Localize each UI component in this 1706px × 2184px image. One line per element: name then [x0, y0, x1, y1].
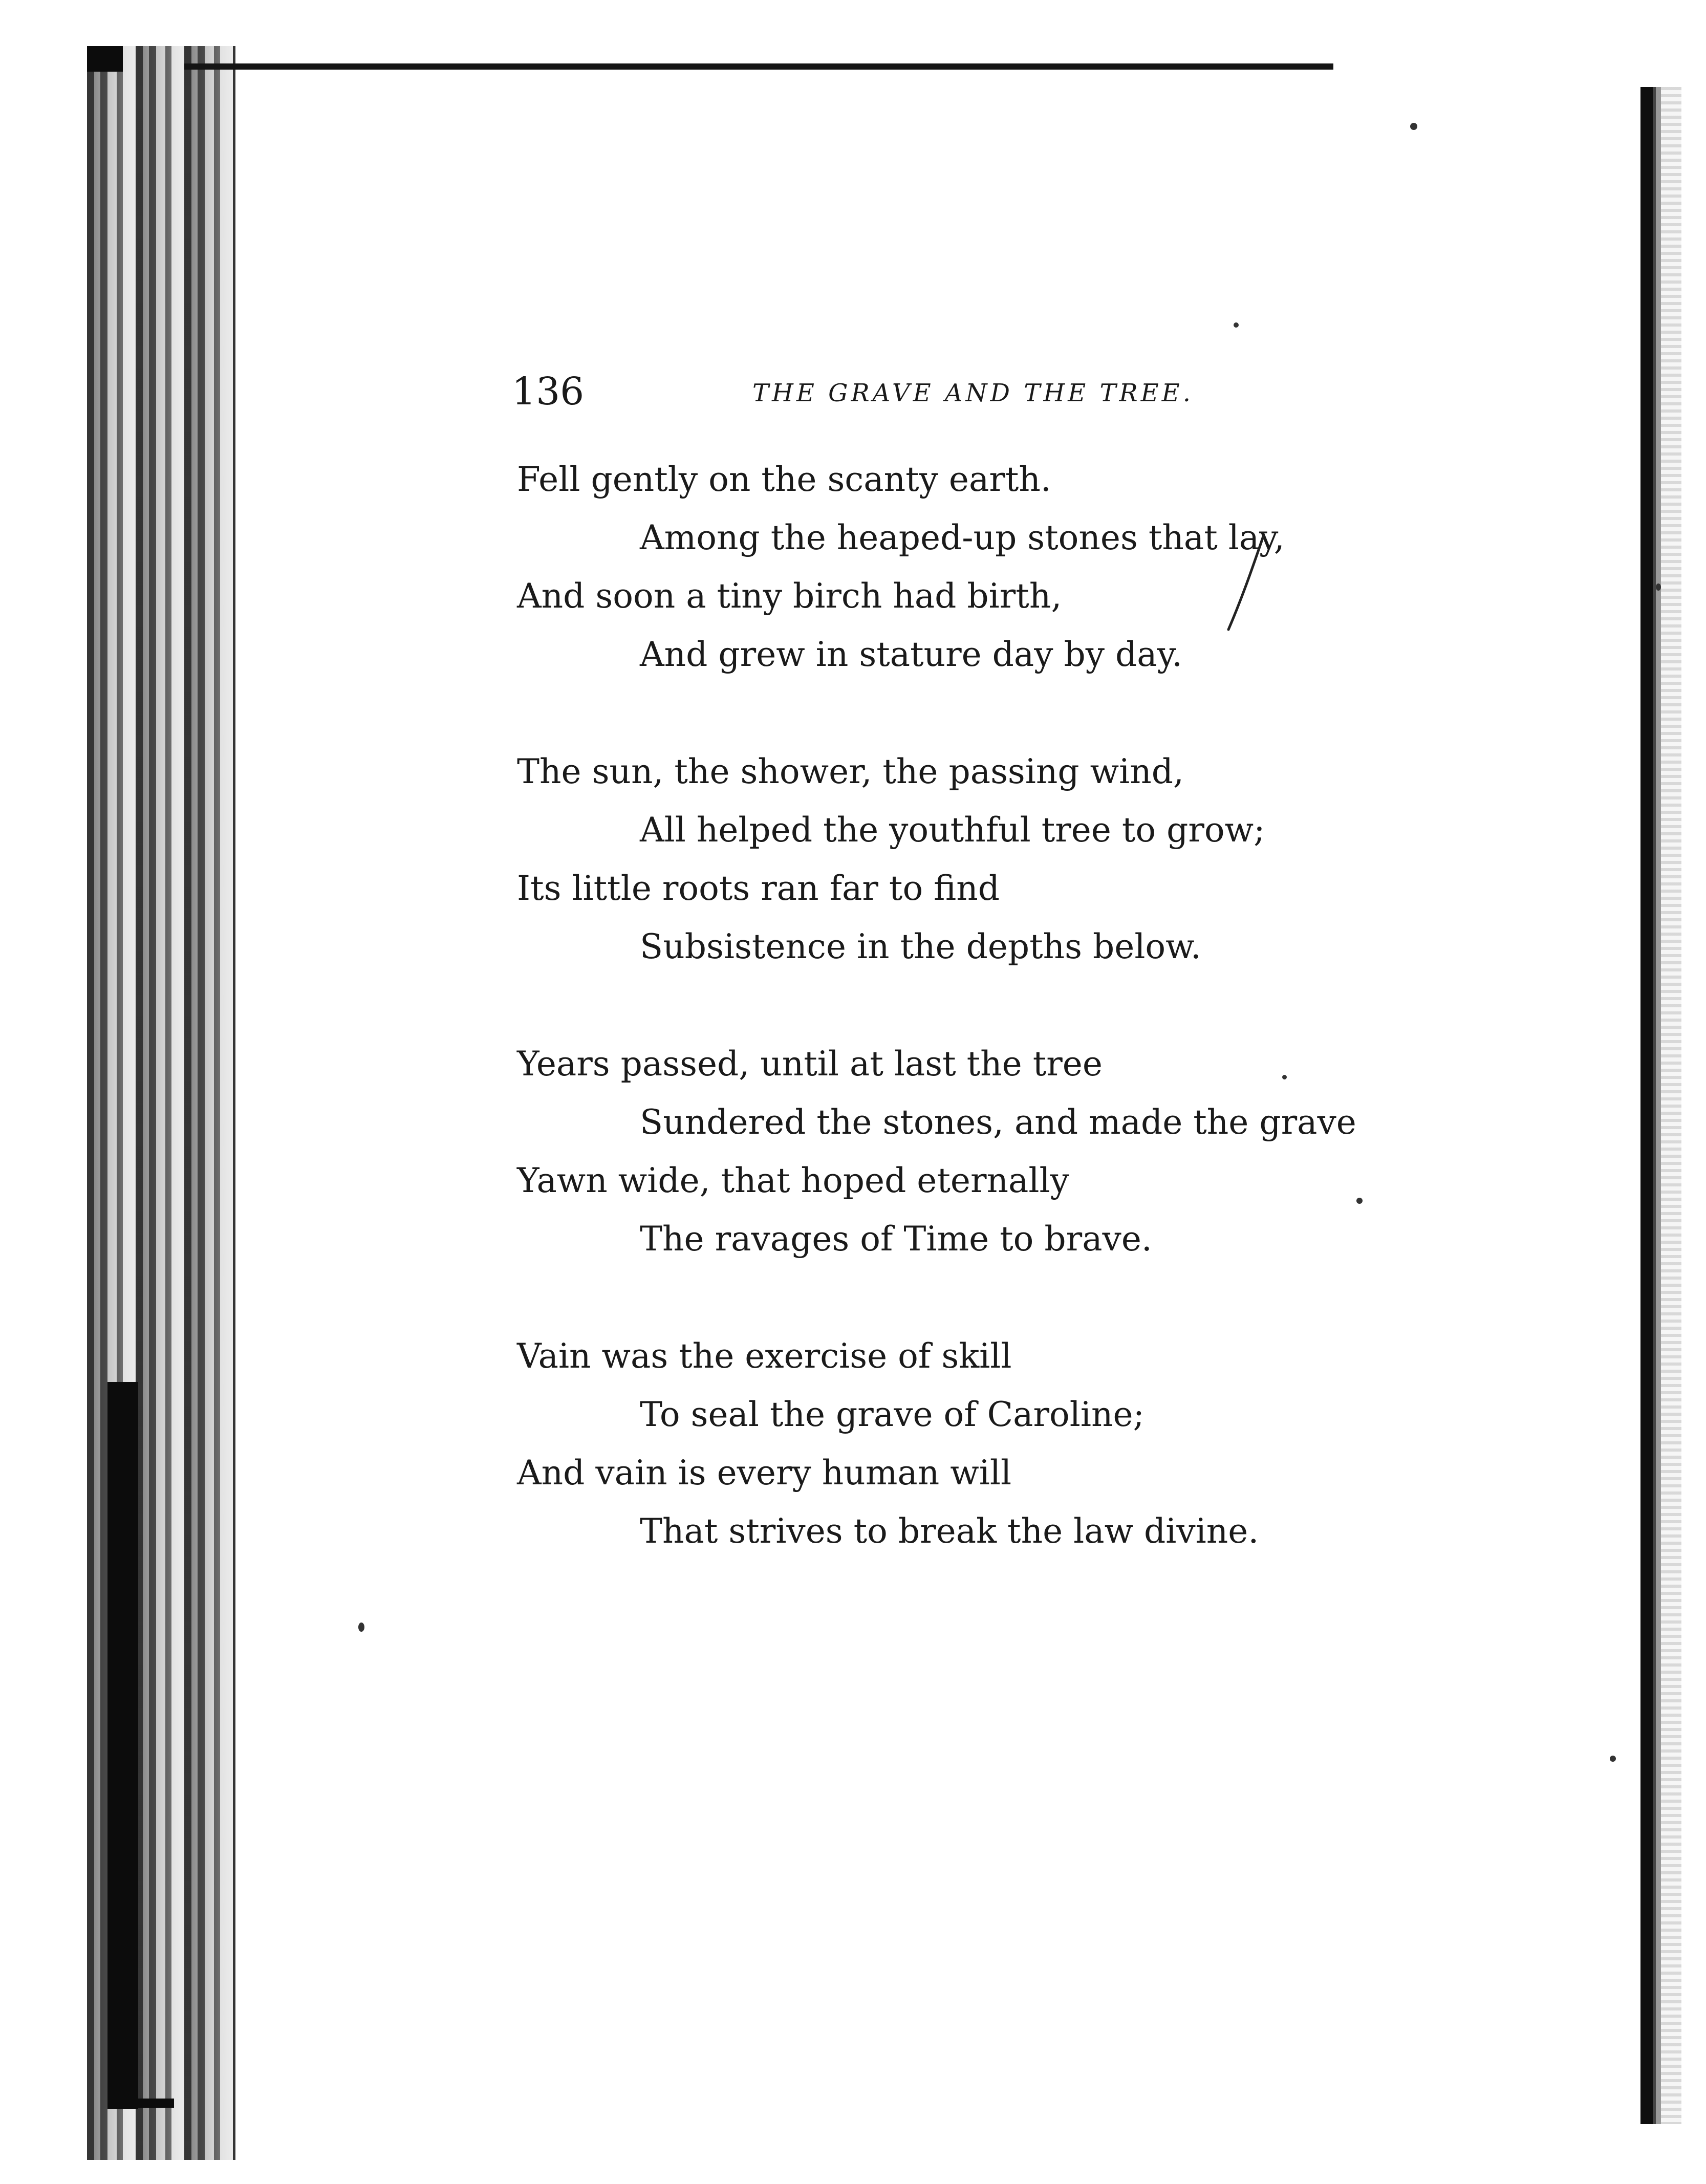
verse-line: Subsistence in the depths below. [640, 927, 1201, 966]
page-header [512, 366, 1356, 422]
pencil-stroke-mark [1223, 532, 1269, 635]
right-page-edge-shadow [1640, 87, 1661, 2124]
left-binding-dark-strip [107, 1382, 138, 2109]
verse-line: Years passed, until at last the tree [517, 1044, 1103, 1084]
verse-line: Among the heaped-up stones that lay, [640, 518, 1285, 557]
verse-line: Its little roots ran far to find [517, 869, 1000, 908]
verse-line: Fell gently on the scanty earth. [517, 460, 1051, 499]
verse-line: Sundered the stones, and made the grave [640, 1102, 1356, 1142]
stanza-4 [517, 1327, 1387, 1561]
verse-line: The sun, the shower, the passing wind, [517, 752, 1184, 791]
left-binding-corner [87, 46, 123, 72]
left-binding-foot [118, 2099, 174, 2108]
stanza-2 [517, 743, 1387, 976]
stanza-3 [517, 1035, 1387, 1268]
scan-speck [1410, 123, 1417, 130]
verse-line: To seal the grave of Caroline; [640, 1395, 1144, 1434]
running-head: THE GRAVE AND THE TREE. [752, 379, 1194, 407]
scan-speck [358, 1623, 364, 1632]
verse-line: All helped the youthful tree to grow; [640, 810, 1265, 850]
right-page-edge-texture [1661, 87, 1681, 2124]
verse-line: And soon a tiny birch had birth, [517, 576, 1062, 616]
verse-line: And grew in stature day by day. [640, 635, 1183, 674]
page-number: 136 [512, 370, 585, 414]
verse-line: Vain was the exercise of skill [517, 1336, 1012, 1376]
verse-line: Yawn wide, that hoped eternally [517, 1161, 1069, 1200]
top-edge-rule [184, 63, 1333, 70]
verse-line: That strives to break the law divine. [640, 1511, 1259, 1551]
verse-line: The ravages of Time to brave. [640, 1219, 1152, 1259]
verse-line: And vain is every human will [517, 1453, 1012, 1493]
scan-speck [1656, 583, 1661, 591]
scan-speck [1234, 322, 1239, 328]
scan-speck [1610, 1756, 1616, 1762]
